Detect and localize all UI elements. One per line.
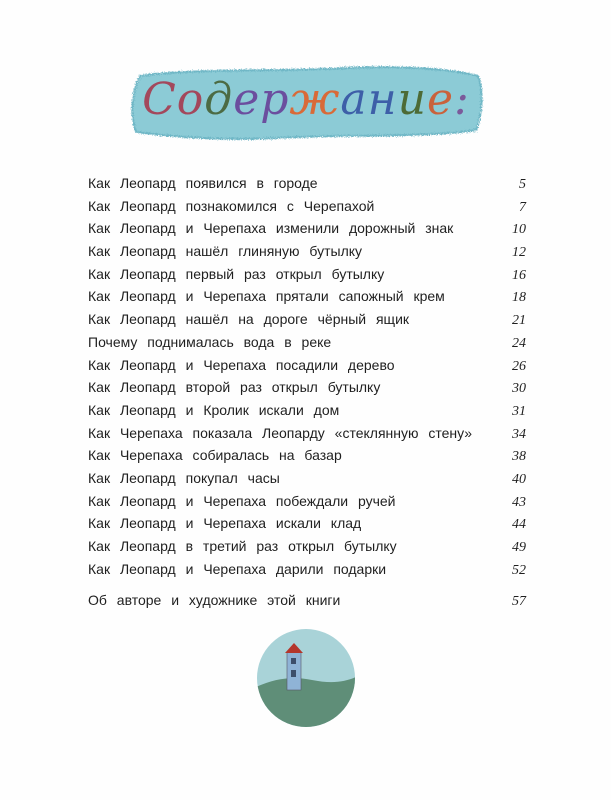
toc-entry-title: Как Леопард покупал часы bbox=[88, 469, 280, 486]
title-letters: : bbox=[454, 74, 470, 125]
toc-entry-title: Как Леопард нашёл глиняную бутылку bbox=[88, 243, 363, 260]
toc-entry[interactable] bbox=[88, 331, 526, 354]
hill bbox=[254, 676, 358, 730]
toc-entry-page: 31 bbox=[512, 403, 526, 419]
toc-entry-title: Как Леопард познакомился с Черепахой bbox=[88, 197, 375, 214]
toc-entry-title: Почему поднималась вода в реке bbox=[88, 333, 332, 350]
toc-entry-page: 38 bbox=[512, 449, 526, 465]
title-letters: е bbox=[426, 74, 455, 125]
page-title bbox=[126, 74, 486, 126]
toc-entry[interactable] bbox=[88, 172, 526, 195]
toc-entry-page: 43 bbox=[512, 494, 526, 510]
toc-entry-title: Как Леопард первый раз открыл бутылку bbox=[88, 265, 385, 282]
toc-entry[interactable] bbox=[88, 354, 526, 377]
toc-entry[interactable] bbox=[88, 376, 526, 399]
toc-entry-title: Как Леопард в третий раз открыл бутылку bbox=[88, 538, 397, 554]
title-letters: и bbox=[397, 74, 427, 125]
toc-entry-page: 10 bbox=[512, 222, 526, 238]
toc-entry-page: 49 bbox=[512, 540, 526, 555]
toc-entry[interactable] bbox=[88, 422, 526, 445]
house-on-hill-illustration bbox=[254, 626, 358, 730]
toc-entry-page: 21 bbox=[512, 313, 526, 329]
toc-entry-page: 40 bbox=[512, 471, 526, 487]
toc-entry-page: 57 bbox=[512, 594, 526, 610]
toc-entry-page: 18 bbox=[512, 290, 526, 306]
toc-entry[interactable] bbox=[88, 240, 526, 263]
toc-entry-title: Как Леопард и Черепаха прятали сапожный крем bbox=[88, 288, 445, 305]
toc-entry[interactable] bbox=[88, 490, 526, 513]
toc-entry[interactable] bbox=[88, 308, 526, 331]
toc-entry-title: Как Леопард нашёл на дороге чёрный ящик bbox=[88, 311, 410, 328]
toc-entry-title: Как Леопард и Черепаха искали клад bbox=[88, 515, 362, 532]
toc-entry-page: 34 bbox=[512, 426, 526, 442]
toc-entry-title: Как Леопард и Черепаха побеждали ручей bbox=[88, 492, 396, 509]
toc-entry-page: 16 bbox=[512, 267, 526, 283]
toc-entry[interactable] bbox=[88, 467, 526, 490]
toc-entry-title: Как Черепаха собиралась на базар bbox=[88, 447, 342, 464]
title-letters: ан bbox=[340, 74, 398, 125]
toc-entry-page: 24 bbox=[512, 335, 526, 351]
toc-entry-title: Как Леопард и Кролик искали дом bbox=[88, 401, 340, 418]
toc-entry[interactable] bbox=[88, 285, 526, 308]
window bbox=[291, 670, 296, 677]
toc-entry-title: Как Леопард и Черепаха изменили дорожный знак bbox=[88, 220, 454, 237]
toc-entry[interactable] bbox=[88, 195, 526, 218]
toc-entry-page: 52 bbox=[512, 562, 526, 578]
title-letters: Со bbox=[142, 74, 205, 125]
toc-entry-page: 12 bbox=[512, 245, 526, 261]
window bbox=[291, 658, 296, 664]
toc-entry[interactable] bbox=[88, 558, 526, 581]
title-letters: д bbox=[204, 74, 234, 125]
title-banner bbox=[126, 62, 486, 144]
toc-entry[interactable] bbox=[88, 217, 526, 240]
toc-entry[interactable] bbox=[88, 399, 526, 422]
toc-entry[interactable] bbox=[88, 444, 526, 467]
toc-entry[interactable] bbox=[88, 263, 526, 286]
title-letters: ер bbox=[233, 74, 290, 125]
toc-entry[interactable] bbox=[88, 589, 526, 612]
toc-entry-page: 26 bbox=[512, 358, 526, 374]
toc-entry-page: 30 bbox=[512, 381, 526, 397]
toc-entry-page: 44 bbox=[512, 517, 526, 533]
toc-entry-title: Как Леопард и Черепаха дарили подарки bbox=[88, 560, 387, 577]
toc-entry-page: 5 bbox=[519, 177, 526, 192]
toc-entry[interactable] bbox=[88, 512, 526, 535]
toc-entry-title: Как Леопард второй раз открыл бутылку bbox=[88, 379, 381, 396]
toc-entry-title: Об авторе и художнике этой книги bbox=[88, 592, 341, 609]
toc-entry-title: Как Леопард появился в городе bbox=[88, 175, 318, 191]
toc-entry-page: 7 bbox=[519, 199, 526, 215]
title-letters: ж bbox=[289, 74, 341, 125]
table-of-contents bbox=[88, 172, 526, 612]
toc-entry-title: Как Леопард и Черепаха посадили дерево bbox=[88, 356, 395, 373]
toc-entry[interactable] bbox=[88, 535, 526, 558]
toc-entry-title: Как Черепаха показала Леопарду «стеклянную стену» bbox=[88, 424, 473, 441]
